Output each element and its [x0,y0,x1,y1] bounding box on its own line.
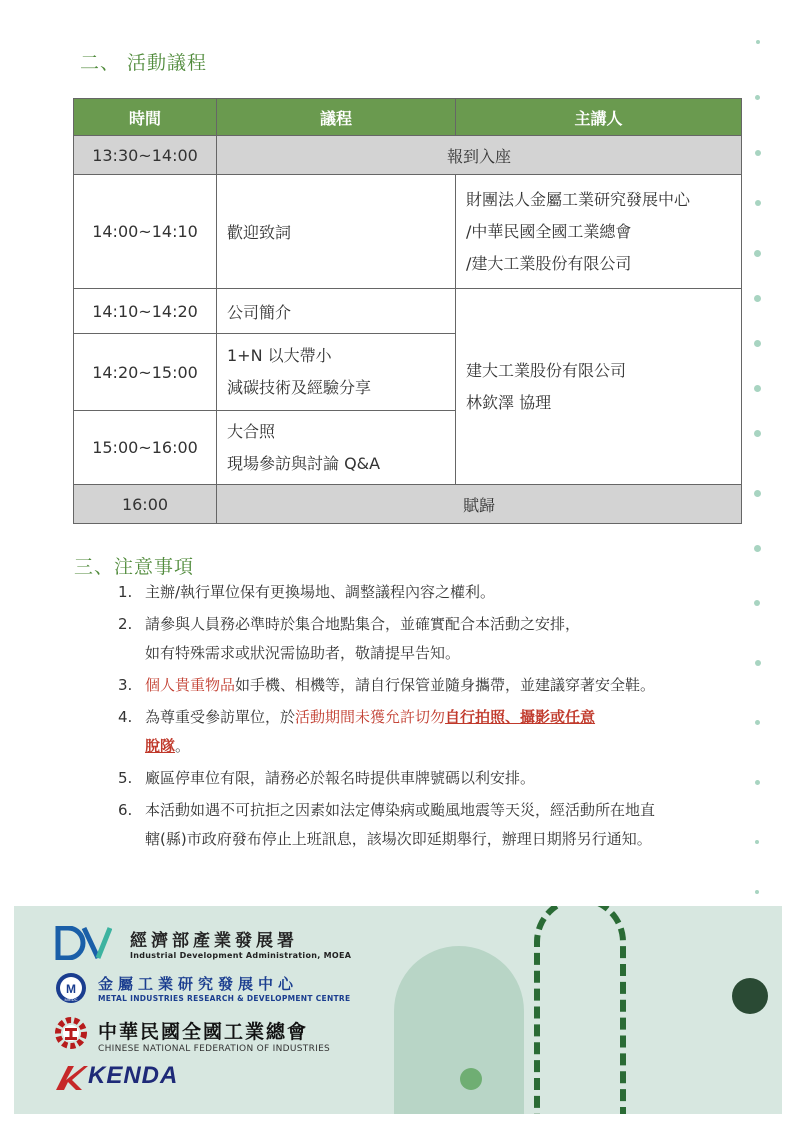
dot [755,720,760,725]
time-cell: 15:00~16:00 [74,411,217,485]
list-item [118,578,758,607]
speaker-line: /建大工業股份有限公司 [466,253,632,273]
note-text: 主辦/執行單位保有更換場地、調整議程內容之權利。 [145,583,496,601]
item-line: 減碳技術及經驗分享 [227,378,372,397]
logo-ida-en: Industrial Development Administration, MOEA [130,951,352,960]
dot [754,340,761,347]
header-time: 時間 [74,99,217,136]
item-cell: 報到入座 [217,136,742,175]
agenda-table [73,98,742,524]
logo-kenda-text: KENDA [88,1062,179,1089]
green-circle [460,1068,482,1090]
note-text: 廠區停車位有限，請務必於報名時提供車牌號碼以利安排。 [145,769,536,787]
dot [755,890,759,894]
section3-title: 三、注意事項 [74,556,195,578]
table-row [74,485,742,524]
svg-text:M: M [66,982,76,996]
header-item: 議程 [217,99,456,136]
dot [754,490,761,497]
dot [755,200,761,206]
item-cell: 歡迎致詞 [217,175,456,289]
dot [756,40,760,44]
dot [755,150,761,156]
speaker-cell [456,175,742,289]
table-row [74,175,742,289]
arch-shape [394,946,524,1114]
kenda-logo-icon [54,1064,88,1092]
table-header-row [74,99,742,136]
note-number: 5. [118,769,133,787]
item-cell [217,334,456,411]
logo-ida-zh: 經濟部產業發展署 [130,931,298,951]
time-cell: 13:30~14:00 [74,136,217,175]
note-number: 3. [118,676,133,694]
list-item [118,796,758,854]
note-highlight-underlined: 自行拍照、攝影或任意 [445,708,596,726]
time-cell: 14:10~14:20 [74,289,217,334]
notes-list [118,578,758,857]
mirdc-badge-text: MIRDC [64,997,78,1002]
list-item [118,671,758,700]
list-item [118,703,758,761]
note-highlight: 個人貴重物品 [145,676,236,694]
dot [755,95,760,100]
mirdc-logo-icon [54,971,88,1005]
dot [754,250,761,257]
note-text: 為尊重受參訪單位，於 [145,708,296,726]
speaker-line: 林欽澤 協理 [466,392,552,412]
item-cell: 公司簡介 [217,289,456,334]
item-line: 大合照 [227,421,276,441]
footer-banner [14,906,782,1114]
item-line: 1+N 以大帶小 [227,346,332,365]
dot [754,545,761,552]
time-cell: 14:00~14:10 [74,175,217,289]
note-highlight: 活動期間未獲允許切勿 [295,708,446,726]
speaker-line: 財團法人金屬工業研究發展中心 [466,189,691,209]
note-text: 請參與人員務必準時於集合地點集合，並確實配合本活動之安排， [145,615,581,633]
logo-mirdc-en: METAL INDUSTRIES RESEARCH & DEVELOPMENT CENTRE [98,994,351,1003]
dashed-arch-shape [534,906,626,1114]
ida-logo-icon [54,926,112,960]
header-speaker: 主講人 [456,99,742,136]
time-cell: 14:20~15:00 [74,334,217,411]
dot [754,385,761,392]
note-number: 6. [118,801,133,819]
note-highlight-underlined: 脫隊 [145,737,176,755]
dot [754,600,760,606]
note-text: 如有特殊需求或狀況需協助者，敬請提早告知。 [145,644,461,662]
dot [755,660,761,666]
decorative-dots [750,40,790,940]
item-cell: 賦歸 [217,485,742,524]
speaker-line: /中華民國全國工業總會 [466,221,632,241]
section2-title: 二、 活動議程 [80,52,208,74]
speaker-cell [456,289,742,485]
note-text: 。 [175,737,191,755]
logo-mirdc-zh: 金屬工業研究發展中心 [98,975,299,993]
logo-cnfi-zh: 中華民國全國工業總會 [98,1021,309,1043]
note-text: 本活動如遇不可抗拒之因素如法定傳染病或颱風地震等天災，經活動所在地直 [145,801,656,819]
note-number: 4. [118,708,133,726]
list-item [118,764,758,793]
dot [755,840,759,844]
time-cell: 16:00 [74,485,217,524]
dot [755,780,760,785]
table-row [74,289,742,334]
note-text: 轄(縣)市政府發布停止上班訊息，該場次即延期舉行，辦理日期將另行通知。 [145,830,652,848]
logo-cnfi-en: CHINESE NATIONAL FEDERATION OF INDUSTRIES [98,1044,331,1054]
item-line: 現場參訪與討論 Q&A [227,453,381,473]
cnfi-gear-icon [54,1016,88,1050]
table-row [74,136,742,175]
dot [754,430,761,437]
speaker-line: 建大工業股份有限公司 [466,360,627,380]
dark-circle [732,978,768,1014]
list-item [118,610,758,668]
dot [754,295,761,302]
note-number: 1. [118,583,133,601]
note-text: 如手機、相機等，請自行保管並隨身攜帶，並建議穿著安全鞋。 [235,676,656,694]
note-number: 2. [118,615,133,633]
item-cell [217,411,456,485]
